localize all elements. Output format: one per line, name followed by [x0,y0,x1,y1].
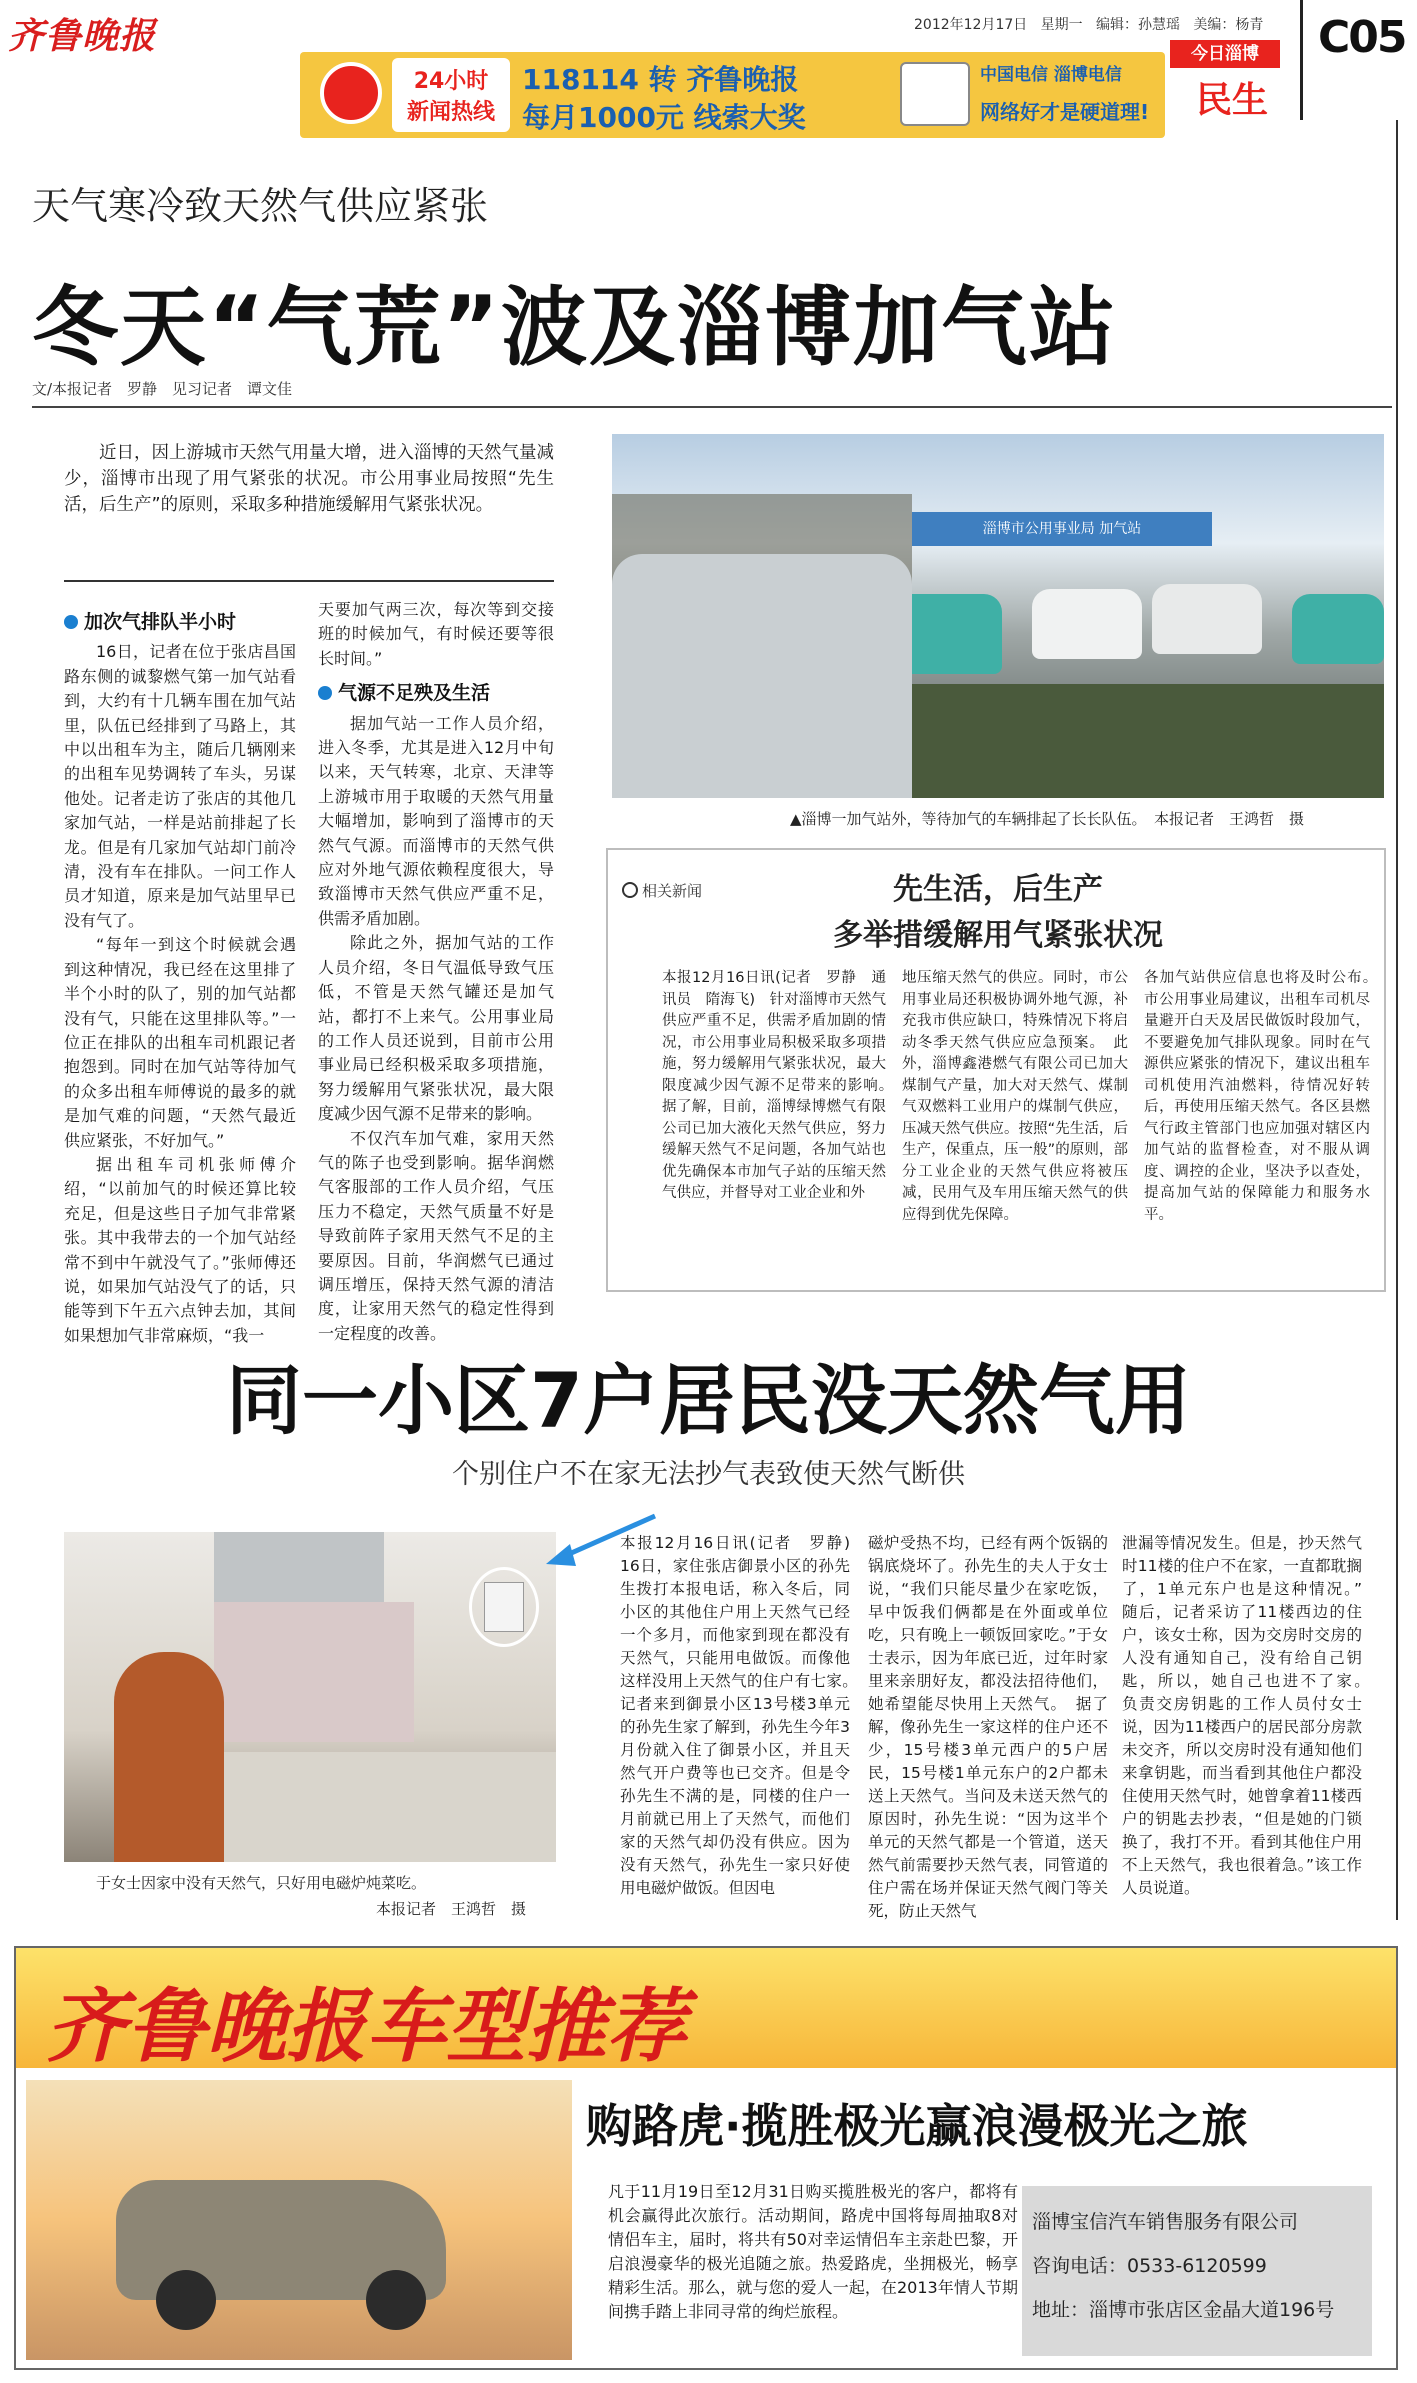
article1-col1 [64,600,296,1345]
gas-station-photo [612,434,1384,798]
white-car [1152,584,1262,654]
car-ad-banner-text: 齐鲁晚报车型推荐 [46,1979,686,2073]
top-ad-banner[interactable] [300,52,1165,138]
paragraph: 据出租车司机张师傅介绍，“以前加气的时候还算比较充足，但是这些日子加气非常紧张。其中我带去的一个加气站经常不到中午就没气了。”张师傅还说，如果加气站没气了的话，只能等到下午五六点钟去加，其间如果想加气非常麻烦，“我一 [64,1154,296,1345]
dealer-name: 淄博宝信汽车销售服务有限公司 [1032,2211,1299,2233]
article2-col3: 泄漏等情况发生。但是，抄天然气时11楼的住户不在家，一直都耽搁了，1单元东户也是这种情况。” 随后，记者采访了11楼西边的住户，该女士称，因为交房时交房的人没有通知自己，没有给自己钥匙，所以，她自己也进不了家。 负责交房钥匙的工作人员付女士说，因为11楼西户的居民部分房款未交齐，所以交房时没有通知他们来拿钥匙，而当看到其他住户都没住使用天然气时，她曾拿着11楼西户的钥匙去抄表，“但是她的门锁换了，我打不开。看到其他住户用不上天然气，我也很着急。”该工作人员说道。 [1122,1534,1378,1897]
telecom-brand: 中国电信 淄博电信 [980,65,1122,85]
wheel-icon [366,2270,426,2330]
related-news-box [606,848,1386,1292]
article2-col2: 磁炉受热不均，已经有两个饭锅的锅底烧坏了。孙先生的夫人于女士说，“我们只能尽量少在家吃饭，早中饭我们俩都是在外面或单位吃，只有晚上一顿饭回家吃。”于女士表示，因为年底已近，过年时家里来亲朋好友，都没法招待他们，她希望能尽快用上天然气。 据了解，像孙先生一家这样的住户还不少，15号楼3单元西户的5户居民，15号楼1单元东户的2户都未送上天然气。当问及未送天然气的原因时，孙先生说：“因为这半个单元的天然气都是一个管道，送天然气前需要抄天然气表，同管道的住户需在场并保证天然气阀门等关死，防止天然气 [868,1534,1108,1920]
car-ad-title: 购路虎·揽胜极光赢浪漫极光之旅 [586,2099,1248,2153]
paragraph: 除此之外，据加气站的工作人员介绍，冬日气温低导致气压低，不管是天然气罐还是加气站，都打不上来气。公用事业局的工作人员还说到，目前市公用事业局已经积极采取多项措施，努力缓解用气紧张状况，最大限度减少因气源不足带来的影响。 [318,933,554,1124]
masthead-info [914,14,1304,36]
masthead-rule [1300,0,1303,120]
article1-byline: 文/本报记者 罗静 见习记者 谭文佳 [32,380,293,398]
highlight-circle [469,1567,539,1647]
gas-station-photo-caption: ▲淄博一加气站外，等待加气的车辆排起了长长队伍。 本报记者 王鸿哲 摄 [790,810,1305,828]
bullet-icon [64,615,78,629]
related-title-1: 先生活，后生产 [893,872,1103,907]
editor-credit: 编辑：孙慧瑶 [1095,17,1180,33]
page-right-rule [1396,120,1398,1920]
article2-subhead: 个别住户不在家无法抄气表致使天然气断供 [452,1459,965,1490]
paragraph: 16日，记者在位于张店昌国路东侧的诚黎燃气第一加气站看到，大约有十几辆车围在加气站里，队伍已经排到了马路上，其中以出租车为主，随后几辆刚来的出租车见势调转了车头，另谋他处。记者走访了张店的其他几家加气站，一样是站前排起了长龙。但是有几家加气站却门前冷清，没有车在排队。一问工作人员才知道，原来是加气站里早已没有气了。 [64,642,296,930]
ad-main-line2: 每月1000元 线索大奖 [522,101,806,134]
kitchen-photo-credit: 本报记者 王鸿哲 摄 [376,1900,527,1918]
kitchen-photo-caption: 于女士因家中没有天然气，只好用电磁炉炖菜吃。 [96,1874,427,1892]
car-ad-body: 凡于11月19日至12月31日购买揽胜极光的客户，都将有机会赢得此次旅行。活动期间，路虎中国将每周抽取8对情侣车主，届时，将共有50对幸运情侣车主亲赴巴黎，开启浪漫豪华的极光追随之旅。热爱路虎，坐拥极光，畅享精彩生活。那么，就与您的爱人一起，在2013年情人节期间携手踏上非同寻常的绚烂旅程。 [608,2182,1018,2321]
hotline-bottom: 新闻热线 [406,100,495,125]
related-title-2: 多举措缓解用气紧张状况 [833,918,1163,953]
article1-lead: 近日，因上游城市天然气用量大增，进入淄博的天然气量减少，淄博市出现了用气紧张的状况。市公用事业局按照“先生活，后生产”的原则，采取多种措施缓解用气紧张状况。 [64,443,554,515]
dealer-phone: 咨询电话：0533-6120599 [1032,2255,1267,2277]
car-ad-banner [16,1948,1396,2073]
subheading-supply: 气源不足殃及生活 [318,681,554,705]
tiled-wall [214,1602,414,1742]
car-photo [26,2080,572,2360]
article2-headline: 同一小区7户居民没天然气用 [226,1356,1191,1445]
hotline-top: 24小时 [413,69,489,94]
foreground-car [612,554,912,798]
newspaper-logo: 齐鲁晚报 [8,15,157,57]
article1-rule [32,406,1392,408]
art-editor-credit: 美编：杨青 [1193,17,1264,33]
article2-col1: 本报12月16日讯(记者 罗静) 16日，家住张店御景小区的孙先生拨打本报电话，称入冬后，同小区的其他住户用上天然气已经一个多月，而他家到现在都没有天然气，只能用电做饭。而像他这样没用上天然气的住户有七家。 记者来到御景小区13号楼3单元的孙先生家了解到，孙先生今年3月份就入住了御景小区，并且天然气开户费等也已交齐。但是令孙先生不满的是，同楼的住户一月前就已用上了天然气，而他们家的天然气却仍没有供应。因为没有天然气，孙先生一家只好使用电磁炉做饭。但因电 [620,1534,866,1897]
range-hood [214,1532,384,1602]
paragraph: 据加气站一工作人员介绍，进入冬季，尤其是进入12月中旬以来，天气转寒，北京、天津等上游城市用于取暖的天然气用量大幅增加，影响到了淄博市的天然气气源。而淄博市的天然气供应对外地气源依赖程度很大，导致淄博市天然气供应严重不足，供需矛盾加剧。 [318,713,554,928]
taxi-car [1292,594,1384,664]
subheading-queue: 加次气排队半小时 [64,610,296,634]
article1-kicker: 天气寒冷致天然气供应紧张 [32,184,489,228]
station-canopy: 淄博市公用事业局 加气站 [912,512,1212,546]
section-name: 民生 [1196,80,1269,121]
issue-date: 2012年12月17日 [914,17,1028,33]
dealer-address: 地址：淄博市张店区金晶大道196号 [1032,2299,1335,2321]
hotline-box [392,58,510,132]
related-col2: 地压缩天然气的供应。同时，市公用事业局还积极协调外地气源，补充我市供应缺口，特殊情况下将启动冬季天然气供应应急预案。 此外，淄博鑫港燃气有限公司已加大煤制气产量，加大对天然气、煤制气双燃料工业用户的煤制气供应，压减天然气供应。按照“先生活，后生产，保重点，压一般”的原则，部分工业企业的天然气供应将被压减，民用气及车用压缩天然气的供应得到优先保障。 [902,970,1128,1223]
alarm-clock-icon [320,62,382,124]
ad-slogan: 网络好才是硬道理! [980,100,1150,124]
paragraph: 天要加气两三次，每次等到交接班的时候加气，有时候还要等很长时间。” [318,600,554,668]
issue-weekday: 星期一 [1040,17,1083,33]
woman-figure [114,1652,224,1862]
sim-card-icon [900,62,970,126]
paragraph: “每年一到这个时候就会遇到这种情况，我已经在这里排了半个小时的队了，别的加气站都没有气，只能在这里排队等。”一位正在排队的出租车司机跟记者抱怨到。同时在加气站等待加气的众多出租车师傅说的最多的就是加气难的问题，“天然气最近供应紧张，不好加气。” [64,935,296,1150]
related-col3: 各加气站供应信息也将及时公布。 市公用事业局建议，出租车司机尽量避开白天及居民做饭时段加气，不要避免加气排队现象。同时在气源供应紧张的情况下，建议出租车司机使用汽油燃料，待情况好转后，再使用压缩天然气。各区县燃气行政主管部门也应加强对辖区内加气站的监督检查，对不服从调度、调控的企业，坚决予以查处，提高加气站的保障能力和服务水平。 [1144,970,1385,1223]
related-label: 相关新闻 [622,880,742,900]
paragraph: 不仅汽车加气难，家用天然气的陈子也受到影响。据华润燃气客服部的工作人员介绍，气压压力不稳定，天然气质量不好是导致前阵子家用天然气不足的主要原因。目前，华润燃气已通过调压增压，保持天然气源的清洁度，让家用天然气的稳定性得到一定程度的改善。 [318,1128,554,1343]
section-tag: 今日淄博 [1170,40,1280,68]
page-number: C05 [1318,12,1406,63]
lead-separator [64,580,554,582]
bullet-icon [318,686,332,700]
article1-headline: 冬天“气荒”波及淄博加气站 [32,278,1118,378]
car-ad[interactable] [14,1946,1398,2370]
related-col1: 本报12月16日讯(记者 罗静 通讯员 隋海飞) 针对淄博市天然气供应严重不足，供需矛盾加剧的情况，市公用事业局积极采取多项措施，努力缓解用气紧张状况，最大限度减少因气源不足带来的影响。 据了解，目前，淄博绿博燃气有限公司已加大液化天然气供应，努力缓解天然气不足问题，各加气站也优先确保本市加气子站的压缩天然气供应，并督导对工业企业和外 [662,970,901,1201]
dealer-box [1022,2186,1372,2356]
white-car [1032,589,1142,659]
hedge [912,684,1384,798]
article1-col2 [318,598,554,1343]
kitchen-photo [64,1532,556,1862]
ad-main-line1: 118114 转 齐鲁晚报 [522,63,799,96]
counter [224,1752,556,1862]
wheel-icon [156,2270,216,2330]
